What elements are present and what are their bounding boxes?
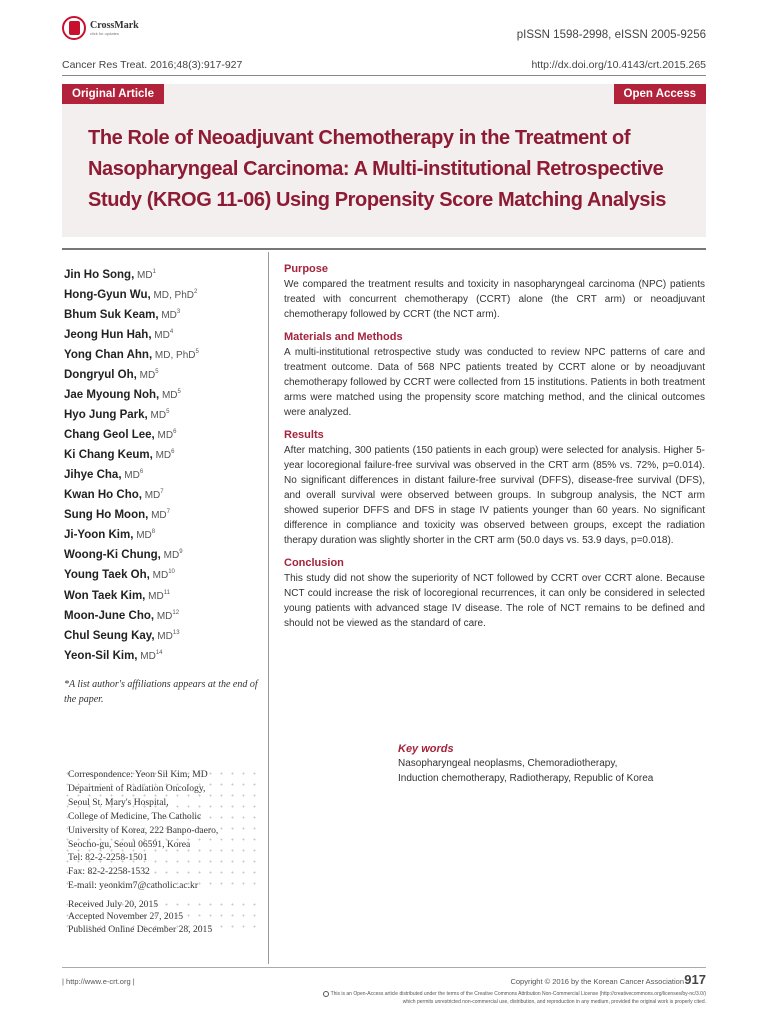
author-name: Yeon-Sil Kim,	[64, 649, 138, 662]
date-line: Received July 20, 2015	[68, 899, 159, 910]
issn: pISSN 1598-2998, eISSN 2005-9256	[516, 29, 706, 41]
keywords	[398, 742, 708, 786]
author-item	[64, 544, 262, 564]
author-degree: MD	[145, 590, 164, 602]
author-degree: MD	[137, 650, 156, 662]
correspondence-line: Tel: 82-2-2258-1501	[68, 852, 148, 864]
author-degree: MD	[159, 390, 178, 402]
author-affiliation-number: 3	[176, 309, 181, 316]
author-item	[64, 304, 262, 324]
author-name: Ki Chang Keum,	[64, 449, 153, 462]
author-item	[64, 284, 262, 304]
author-name: Woong-Ki Chung,	[64, 549, 161, 562]
author-name: Kwan Ho Cho,	[64, 489, 142, 502]
article-title: The Role of Neoadjuvant Chemotherapy in the Treatment of Nasopharyngeal Carcinoma: A Multi-institutional Retrospective Study (KROG 11-06) Using Propensity Score Matching Analysis	[88, 127, 667, 211]
author-affiliation-number: 6	[139, 469, 144, 476]
date-line: Accepted November 27, 2015	[68, 911, 184, 923]
author-degree: MD	[134, 269, 153, 281]
author-item	[64, 344, 262, 364]
author-affiliation-number: 14	[155, 649, 163, 656]
author-degree: MD	[160, 550, 180, 562]
author-degree: MD	[154, 430, 174, 442]
author-degree: MD	[133, 530, 152, 542]
author-affiliation-number: 5	[177, 389, 181, 396]
author-affiliation-number: 5	[166, 409, 170, 416]
correspondence-line: Seoul St. Mary's Hospital,	[68, 796, 169, 808]
author-name: Yong Chan Ahn,	[64, 348, 153, 361]
dates-block	[62, 899, 262, 936]
doi-link[interactable]: http://dx.doi.org/10.4143/crt.2015.265	[531, 59, 706, 71]
correspondence-line: Department of Radiation Oncology,	[68, 782, 206, 794]
author-affiliation-number: 5	[155, 369, 159, 376]
author-name: Chang Geol Lee,	[64, 429, 155, 442]
methods-text: A multi-institutional retrospective study was conducted to review NPC patterns of care and treatment outcome. Data of 568 NPC patients treated by CCRT alone or by neoadjuvant chemotherapy followed by CCRT were collected from 15 institutions. Patients in both treatment arms were matched using the propensity score matching method, and the clinical outcomes were analyzed.	[284, 347, 705, 418]
author-degree: MD	[152, 450, 172, 462]
author-list	[64, 264, 262, 665]
methods-heading: Materials and Methods	[284, 331, 403, 343]
crossmark-logo[interactable]	[62, 16, 139, 40]
license-text	[186, 990, 706, 1006]
author-item	[64, 424, 262, 444]
journal-url[interactable]: | http://www.e-crt.org |	[62, 977, 135, 986]
open-access-icon	[323, 991, 329, 997]
author-item	[64, 364, 262, 384]
author-item	[64, 264, 262, 284]
author-name: Young Taek Oh,	[64, 569, 150, 582]
author-degree: MD, PhD	[150, 289, 195, 301]
author-name: Ji-Yoon Kim,	[64, 529, 134, 542]
author-affiliation-number: 1	[152, 269, 156, 275]
purpose-heading: Purpose	[284, 263, 329, 275]
author-degree: MD	[149, 570, 169, 582]
author-affiliation-number: 7	[166, 509, 171, 516]
author-affiliation-number: 6	[171, 449, 175, 456]
author-name: Bhum Suk Keam,	[64, 308, 159, 321]
author-name: Jin Ho Song,	[64, 268, 135, 281]
author-item	[64, 444, 262, 464]
author-degree: MD, PhD	[152, 349, 196, 361]
date-line: Published Online December 28, 2015	[68, 923, 213, 935]
author-name: Jihye Cha,	[64, 469, 122, 482]
author-item	[64, 605, 262, 625]
author-affiliation-number: 4	[169, 329, 174, 336]
author-item	[64, 564, 262, 584]
footer-divider	[62, 967, 706, 968]
header-divider	[62, 75, 706, 76]
correspondence-block	[62, 768, 262, 893]
author-degree: MD	[158, 309, 177, 321]
author-affiliation-number: 9	[179, 549, 183, 556]
author-name: Jeong Hun Hah,	[64, 328, 152, 341]
author-item	[64, 524, 262, 544]
crossmark-icon	[62, 16, 86, 40]
article-type-badge: Original Article	[62, 84, 164, 104]
author-affiliation-number: 7	[160, 489, 164, 496]
author-degree: MD	[154, 610, 173, 622]
correspondence-line: College of Medicine, The Catholic	[68, 810, 202, 822]
author-affiliation-number: 6	[173, 429, 177, 436]
author-affiliation-number: 10	[168, 569, 175, 576]
correspondence-line: E-mail: yeonkim7@catholic.ac.kr	[68, 880, 199, 892]
conclusion-heading: Conclusion	[284, 557, 344, 569]
results-heading: Results	[284, 429, 324, 441]
keywords-line-1: Nasopharyngeal neoplasms, Chemoradiotherapy,	[398, 758, 618, 769]
abstract	[284, 262, 705, 639]
keywords-line-2: Induction chemotherapy, Radiotherapy, Republic of Korea	[398, 772, 654, 784]
author-affiliation-number: 5	[195, 349, 199, 356]
journal-citation: Cancer Res Treat. 2016;48(3):917-927	[62, 59, 243, 71]
author-name: Dongryul Oh,	[64, 368, 137, 381]
keywords-heading: Key words	[398, 743, 454, 755]
correspondence-line: Fax: 82-2-2258-1532	[68, 866, 150, 878]
crossmark-subtitle: click for updates	[90, 30, 119, 36]
author-affiliation-number: 13	[172, 629, 180, 636]
author-item	[64, 585, 262, 605]
license-line-2: which permits unrestricted non-commercial use, distribution, and reproduction in any medium, provided the original work is properly cited.	[402, 999, 706, 1005]
author-item	[64, 384, 262, 404]
open-access-badge: Open Access	[614, 84, 706, 104]
page-number: 917	[684, 972, 706, 987]
author-name: Chul Seung Kay,	[64, 629, 155, 642]
author-item	[64, 484, 262, 504]
crossmark-name: CrossMark	[90, 19, 139, 31]
results-text: After matching, 300 patients (150 patients in each group) were selected for analysis. Higher 5-year locoregional failure-free survival was observed in the CRT arm (85% vs. 72%, p=0.014). No significant differences in distant failure-free survival (DFFS), disease-free survival (DFS), and overall survival were observed between groups. In subgroup analysis, the NCT arm showed superior DFFS and DFS in stage IV patients younger than 60 years. No significant difference in compliance and toxicity was observed between groups, except the radiation therapy duration was slightly shorter in the CRT arm (50.0 days vs. 53.9 days, p=0.018).	[284, 445, 705, 546]
author-degree: MD	[147, 410, 167, 422]
author-degree: MD	[141, 490, 161, 502]
title-band	[62, 84, 706, 237]
license-line-1: This is an Open-Access article distributed under the terms of the Creative Commons Attribution Non-Commercial License (http://creativecommons.org/licenses/by-nc/3.0/)	[330, 991, 706, 997]
column-divider	[268, 252, 269, 964]
correspondence-line: University of Korea, 222 Banpo-daero,	[68, 824, 219, 836]
author-degree: MD	[148, 510, 167, 522]
conclusion-text: This study did not show the superiority of NCT followed by CCRT over CCRT alone. Because NCT could increase the risk of locoregional recurrences, it can only be considered in selected young patients with advanced stage IV disease. The role of NCT remains to be defined and should not be viewed as the standard of care.	[284, 573, 705, 629]
author-affiliation-number: 11	[163, 589, 170, 596]
author-affiliation-number: 8	[151, 529, 156, 536]
author-name: Sung Ho Moon,	[64, 509, 149, 522]
author-item	[64, 625, 262, 645]
affiliation-note: *A list author's affiliations appears at the end of the paper.	[64, 679, 258, 705]
author-name: Hong-Gyun Wu,	[64, 288, 151, 301]
author-degree: MD	[154, 630, 173, 642]
author-affiliation-number: 12	[172, 609, 180, 616]
author-name: Moon-June Cho,	[64, 609, 155, 622]
author-affiliation-number: 2	[194, 289, 198, 296]
title-divider	[62, 248, 706, 250]
author-item	[64, 645, 262, 665]
author-name: Won Taek Kim,	[64, 589, 146, 602]
author-item	[64, 504, 262, 524]
author-degree: MD	[121, 470, 140, 482]
author-item	[64, 404, 262, 424]
author-item	[64, 324, 262, 344]
purpose-text: We compared the treatment results and toxicity in nasopharyngeal carcinoma (NPC) patients treated with concurrent chemotherapy (CCRT) alone (the CRT arm) or neoadjuvant chemotherapy followed by CCRT (the NCT arm).	[284, 279, 705, 320]
correspondence-line: Seocho-gu, Seoul 06591, Korea	[68, 838, 191, 850]
author-name: Hyo Jung Park,	[64, 409, 148, 422]
correspondence-line: Correspondence: Yeon Sil Kim, MD	[68, 769, 208, 780]
copyright: Copyright © 2016 by the Korean Cancer Association	[510, 977, 684, 986]
author-name: Jae Myoung Noh,	[64, 389, 160, 402]
author-item	[64, 464, 262, 484]
author-degree: MD	[151, 329, 170, 341]
author-degree: MD	[136, 369, 156, 381]
